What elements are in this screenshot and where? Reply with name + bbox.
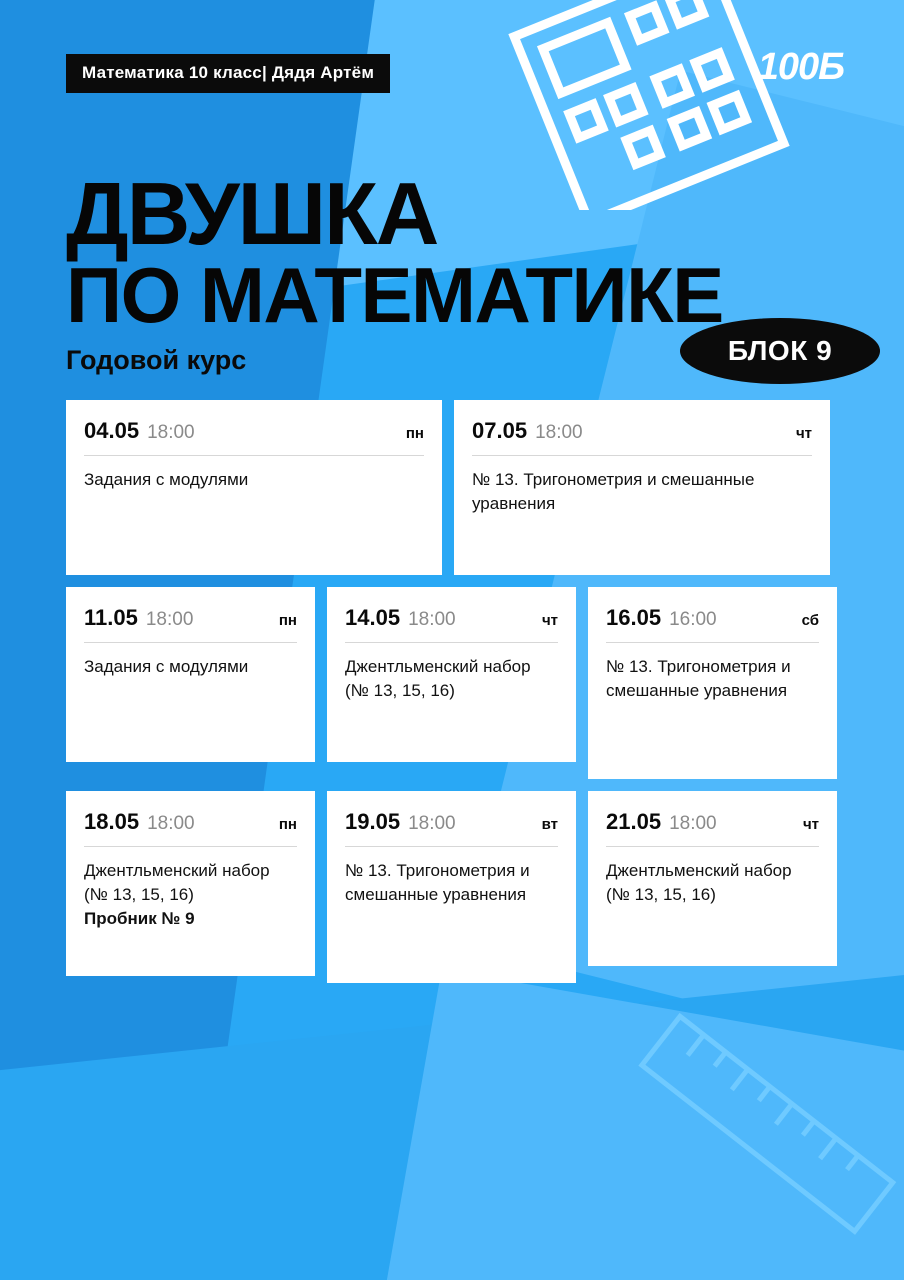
lesson-topic-text: Джентльменский набор (№ 13, 15, 16) bbox=[84, 861, 270, 904]
schedule-row bbox=[66, 791, 838, 983]
lesson-time: 18:00 bbox=[147, 422, 195, 443]
brand-logo: 100Б bbox=[757, 46, 844, 88]
lesson-topic: № 13. Тригонометрия и смешанные уравнения bbox=[606, 657, 791, 700]
course-tag: Математика 10 класс| Дядя Артём bbox=[66, 54, 390, 93]
lesson-time: 18:00 bbox=[535, 422, 583, 443]
subtitle: Годовой курс bbox=[66, 345, 247, 375]
lesson-card-header bbox=[345, 605, 558, 643]
lesson-card-header bbox=[84, 809, 297, 847]
title-line-1: ДВУШКА bbox=[66, 163, 438, 263]
page-title bbox=[66, 163, 856, 340]
lesson-weekday: пн bbox=[278, 816, 297, 833]
lesson-weekday: сб bbox=[801, 612, 819, 629]
lesson-extra: Пробник № 9 bbox=[84, 908, 195, 928]
lesson-weekday: пн bbox=[278, 612, 297, 629]
lesson-weekday: чт bbox=[795, 425, 812, 442]
lesson-time: 18:00 bbox=[145, 609, 194, 630]
schedule-row bbox=[66, 587, 838, 779]
lesson-card-header bbox=[84, 418, 424, 456]
lesson-card[interactable] bbox=[327, 587, 576, 762]
lesson-time: 18:00 bbox=[408, 813, 456, 834]
lesson-time: 18:00 bbox=[669, 813, 717, 834]
lesson-date: 04.05 bbox=[84, 418, 140, 443]
lesson-card-header bbox=[345, 809, 558, 847]
lesson-card[interactable] bbox=[66, 587, 315, 762]
lesson-time: 16:00 bbox=[669, 609, 717, 630]
lesson-date: 19.05 bbox=[345, 809, 401, 834]
lesson-topic: Задания с модулями bbox=[84, 470, 249, 489]
lesson-card[interactable] bbox=[588, 791, 837, 966]
schedule bbox=[66, 400, 838, 995]
ruler-icon bbox=[614, 970, 904, 1270]
lesson-date: 11.05 bbox=[84, 605, 138, 630]
lesson-card[interactable] bbox=[66, 400, 442, 575]
lesson-date: 16.05 bbox=[606, 605, 662, 630]
lesson-topic: Задания с модулями bbox=[84, 657, 249, 676]
title-line-2: ПО МАТЕМАТИКЕ bbox=[66, 251, 723, 340]
lesson-weekday: пн bbox=[405, 425, 424, 442]
lesson-weekday: чт bbox=[802, 816, 819, 833]
lesson-date: 07.05 bbox=[472, 418, 528, 443]
lesson-time: 18:00 bbox=[147, 813, 195, 834]
lesson-weekday: чт bbox=[541, 612, 558, 629]
block-badge: БЛОК 9 bbox=[680, 318, 880, 384]
lesson-card-header bbox=[606, 809, 819, 847]
lesson-card[interactable] bbox=[66, 791, 315, 976]
lesson-time: 18:00 bbox=[408, 609, 456, 630]
lesson-card[interactable] bbox=[588, 587, 837, 779]
lesson-weekday: вт bbox=[541, 816, 558, 833]
lesson-date: 18.05 bbox=[84, 809, 140, 834]
lesson-card-header bbox=[472, 418, 812, 456]
lesson-topic: № 13. Тригонометрия и смешанные уравнения bbox=[472, 470, 755, 513]
lesson-card-header bbox=[606, 605, 819, 643]
lesson-topic bbox=[84, 847, 297, 930]
schedule-row bbox=[66, 400, 838, 575]
lesson-topic: Джентльменский набор (№ 13, 15, 16) bbox=[345, 657, 531, 700]
lesson-date: 14.05 bbox=[345, 605, 401, 630]
lesson-date: 21.05 bbox=[606, 809, 662, 834]
lesson-card[interactable] bbox=[327, 791, 576, 983]
lesson-card-header bbox=[84, 605, 297, 643]
lesson-card[interactable] bbox=[454, 400, 830, 575]
lesson-topic: Джентльменский набор (№ 13, 15, 16) bbox=[606, 861, 792, 904]
lesson-topic: № 13. Тригонометрия и смешанные уравнения bbox=[345, 861, 530, 904]
